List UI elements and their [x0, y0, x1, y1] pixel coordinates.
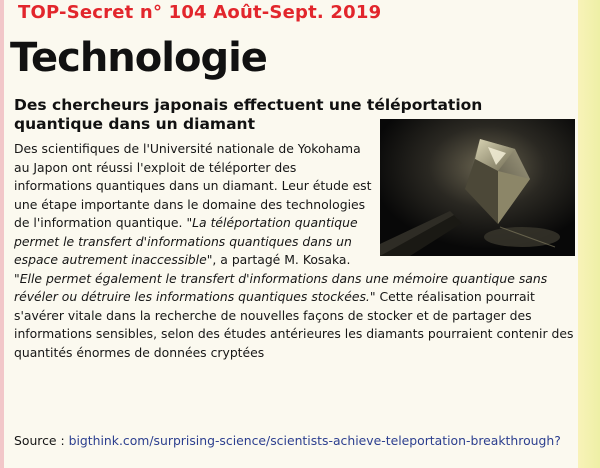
paragraph-conclusion: Cette réalisation pourrait s'avérer vitale dans la recherche de nouvelles façons de stocker et de partager des informations sensibles, selon des études antérieures les diamants pourraient contenir des quantités énormes de données cryptées — [14, 289, 574, 360]
source-link[interactable]: bigthink.com/surprising-science/scientists-achieve-teleportation-breakthrough? — [68, 433, 561, 448]
issue-line: TOP-Secret n° 104 Août-Sept. 2019 — [18, 2, 382, 23]
paragraph-intro: Des scientifiques de l'Université nationale de Yokohama au Japon ont réussi l'exploit de téléporter des informations quantiques dans un diamant. Leur étude est une étape importante dans le domaine des technologies de l'information quantique. — [14, 141, 372, 230]
article-body — [14, 140, 574, 362]
article-headline: Des chercheurs japonais effectuent une téléportation quantique dans un diamant — [14, 96, 483, 133]
image-spacer — [376, 140, 574, 258]
source-line — [14, 433, 574, 449]
quote-teleportation: "La téléportation quantique permet le transfert d'informations quantiques dans un espace autrement inaccessible" — [14, 215, 358, 267]
attribution: , a partagé M. Kosaka. — [212, 252, 351, 267]
quote-memory: "Elle permet également le transfert d'informations dans une mémoire quantique sans révéler ou détruire les informations quantiques stockées." — [14, 270, 548, 304]
source-label: Source : — [14, 433, 69, 448]
section-title: Technologie — [10, 35, 267, 81]
